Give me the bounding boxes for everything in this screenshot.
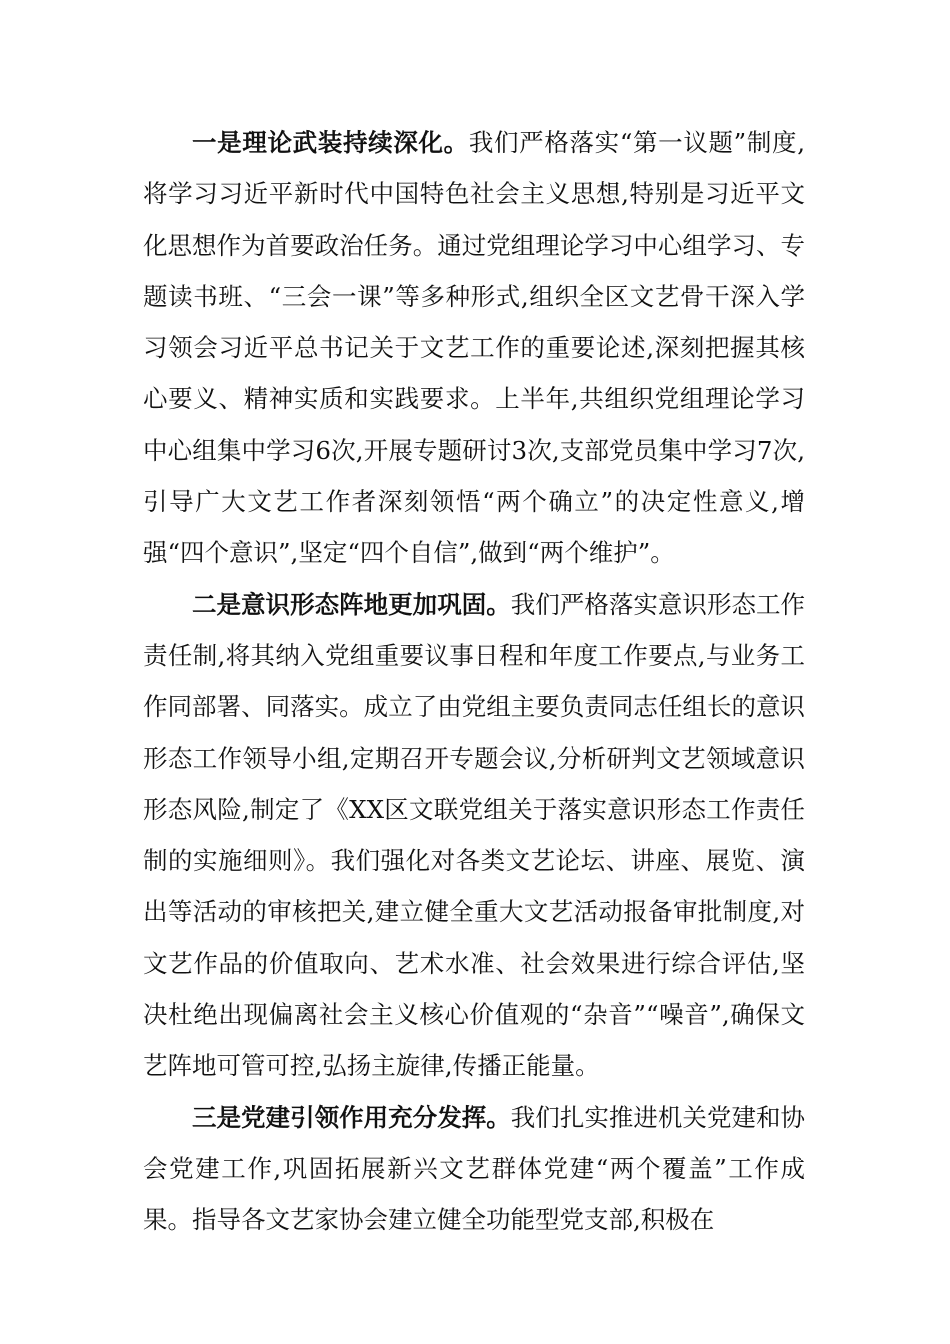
paragraph-lead-heading: 一是理论武装持续深化。 — [192, 128, 469, 157]
paragraph-theory — [143, 117, 805, 579]
paragraph-text: 我们严格落实意识形态工作责任制,将其纳入党组重要议事日程和年度工作要点,与业务工作同部署、同落实。成立了由党组主要负责同志任组长的意识形态工作领导小组,定期召开专题会议,分析研判文艺领域意识形态风险,制定了《XX区文联党组关于落实意识形态工作责任制的实施细则》。我们强化对各类文艺论坛、讲座、展览、演出等活动的审核把关,建立健全重大文艺活动报备审批制度,对文艺作品的价值取向、艺术水准、社会效果进行综合评估,坚决杜绝出现偏离社会主义核心价值观的“杂音”“噪音”,确保文艺阵地可管可控,弘扬主旋律,传播正能量。 — [143, 589, 806, 1081]
document-body — [143, 117, 805, 1246]
paragraph-lead-heading: 三是党建引领作用充分发挥。 — [192, 1102, 511, 1132]
paragraph-lead-heading: 二是意识形态阵地更加巩固。 — [192, 589, 511, 619]
paragraph-party-building — [143, 1092, 805, 1246]
paragraph-ideology — [143, 579, 805, 1092]
paragraph-text: 我们严格落实“第一议题”制度,将学习习近平新时代中国特色社会主义思想,特别是习近平文化思想作为首要政治任务。通过党组理论学习中心组学习、专题读书班、“三会一课”等多种形式,组织全区文艺骨干深入学习领会习近平总书记关于文艺工作的重要论述,深刻把握其核心要义、精神实质和实践要求。上半年,共组织党组理论学习中心组集中学习6次,开展专题研讨3次,支部党员集中学习7次,引导广大文艺工作者深刻领悟“两个确立”的决定性意义,增强“四个意识”,坚定“四个自信”,做到“两个维护”。 — [143, 128, 805, 568]
paragraph-text: 我们扎实推进机关党建和协会党建工作,巩固拓展新兴文艺群体党建“两个覆盖”工作成果。指导各文艺家协会建立健全功能型党支部,积极在 — [143, 1102, 806, 1235]
